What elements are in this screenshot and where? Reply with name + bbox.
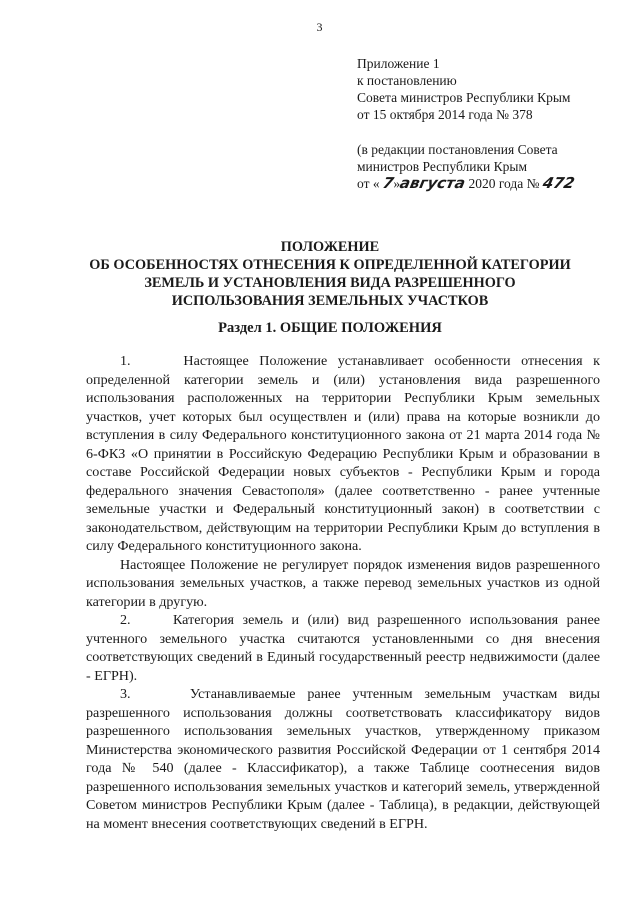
handwritten-month: августа: [398, 174, 468, 192]
appendix-line: Приложение 1: [357, 56, 440, 71]
edition-line: (в редакции постановления Совета: [357, 142, 558, 157]
document-title: [40, 238, 620, 310]
title-line: ИСПОЛЬЗОВАНИЯ ЗЕМЕЛЬНЫХ УЧАСТКОВ: [171, 293, 489, 309]
appendix-line: от 15 октября 2014 года № 378: [357, 107, 533, 122]
document-body: [86, 352, 600, 833]
page-number: 3: [316, 20, 323, 34]
handwritten-number: 472: [541, 174, 577, 192]
appendix-header: [357, 55, 627, 192]
edition-line: министров Республики Крым: [357, 159, 527, 174]
section-heading: Раздел 1. ОБЩИЕ ПОЛОЖЕНИЯ: [218, 320, 442, 336]
edition-date-line: [357, 175, 627, 192]
handwritten-day: 7: [381, 174, 396, 192]
date-prefix: от «: [357, 176, 380, 191]
paragraph-1-note: Настоящее Положение не регулирует порядок изменения видов разрешенного использования земельных участков, а также перевод земельных участков из одной категории в другую.: [86, 556, 600, 610]
paragraph-2: 2. Категория земель и (или) вид разрешенного использования ранее учтенного земельного участка считаются установленными со дня внесения соответствующих сведений в Единый государственный реестр недвижимости (далее - ЕГРН).: [86, 612, 600, 684]
title-line: ОБ ОСОБЕННОСТЯХ ОТНЕСЕНИЯ К ОПРЕДЕЛЕННОЙ КАТЕГОРИИ: [89, 257, 571, 273]
title-line: ЗЕМЕЛЬ И УСТАНОВЛЕНИЯ ВИДА РАЗРЕШЕННОГО: [144, 275, 516, 291]
appendix-line: Совета министров Республики Крым: [357, 90, 571, 105]
paragraph-1: 1. Настоящее Положение устанавливает особенности отнесения к определенной категории земель и (или) установления вида разрешенного использования расположенных на территории Республики Крым земельных участков, учет которых был осуществлен и (или) права на которые возникли до вступления в силу Федерального конституционного закона от 21 марта 2014 года № 6-ФКЗ «О принятии в Российскую Федерацию Республики Крым и образовании в составе Российской Федерации новых субъектов - Республики Крым и города федерального значения Севастополя» (далее соответственно - ранее учтенные земельные участки и Федеральный конституционный закон) в соответствии с законодательством, действующим на территории Республики Крым до вступления в силу Федерального конституционного закона.: [86, 353, 600, 554]
appendix-line: к постановлению: [357, 73, 457, 88]
title-line: ПОЛОЖЕНИЕ: [280, 239, 380, 255]
date-suffix: 2020 года №: [465, 176, 540, 191]
paragraph-3: 3. Устанавливаемые ранее учтенным земельным участкам виды разрешенного использования должны соответствовать классификатору видов разрешенного использования земельных участков, утвержденному приказом Министерства экономического развития Российской Федерации от 1 сентября 2014 года № 540 (далее - Классификатор), а также Таблице соотнесения видов разрешенного использования земельных участков и категорий земель, утвержденной Советом министров Республики Крым (далее - Таблица), в редакции, действующей на момент внесения соответствующих сведений в ЕГРН.: [86, 686, 600, 832]
date-separator: »: [393, 176, 401, 191]
